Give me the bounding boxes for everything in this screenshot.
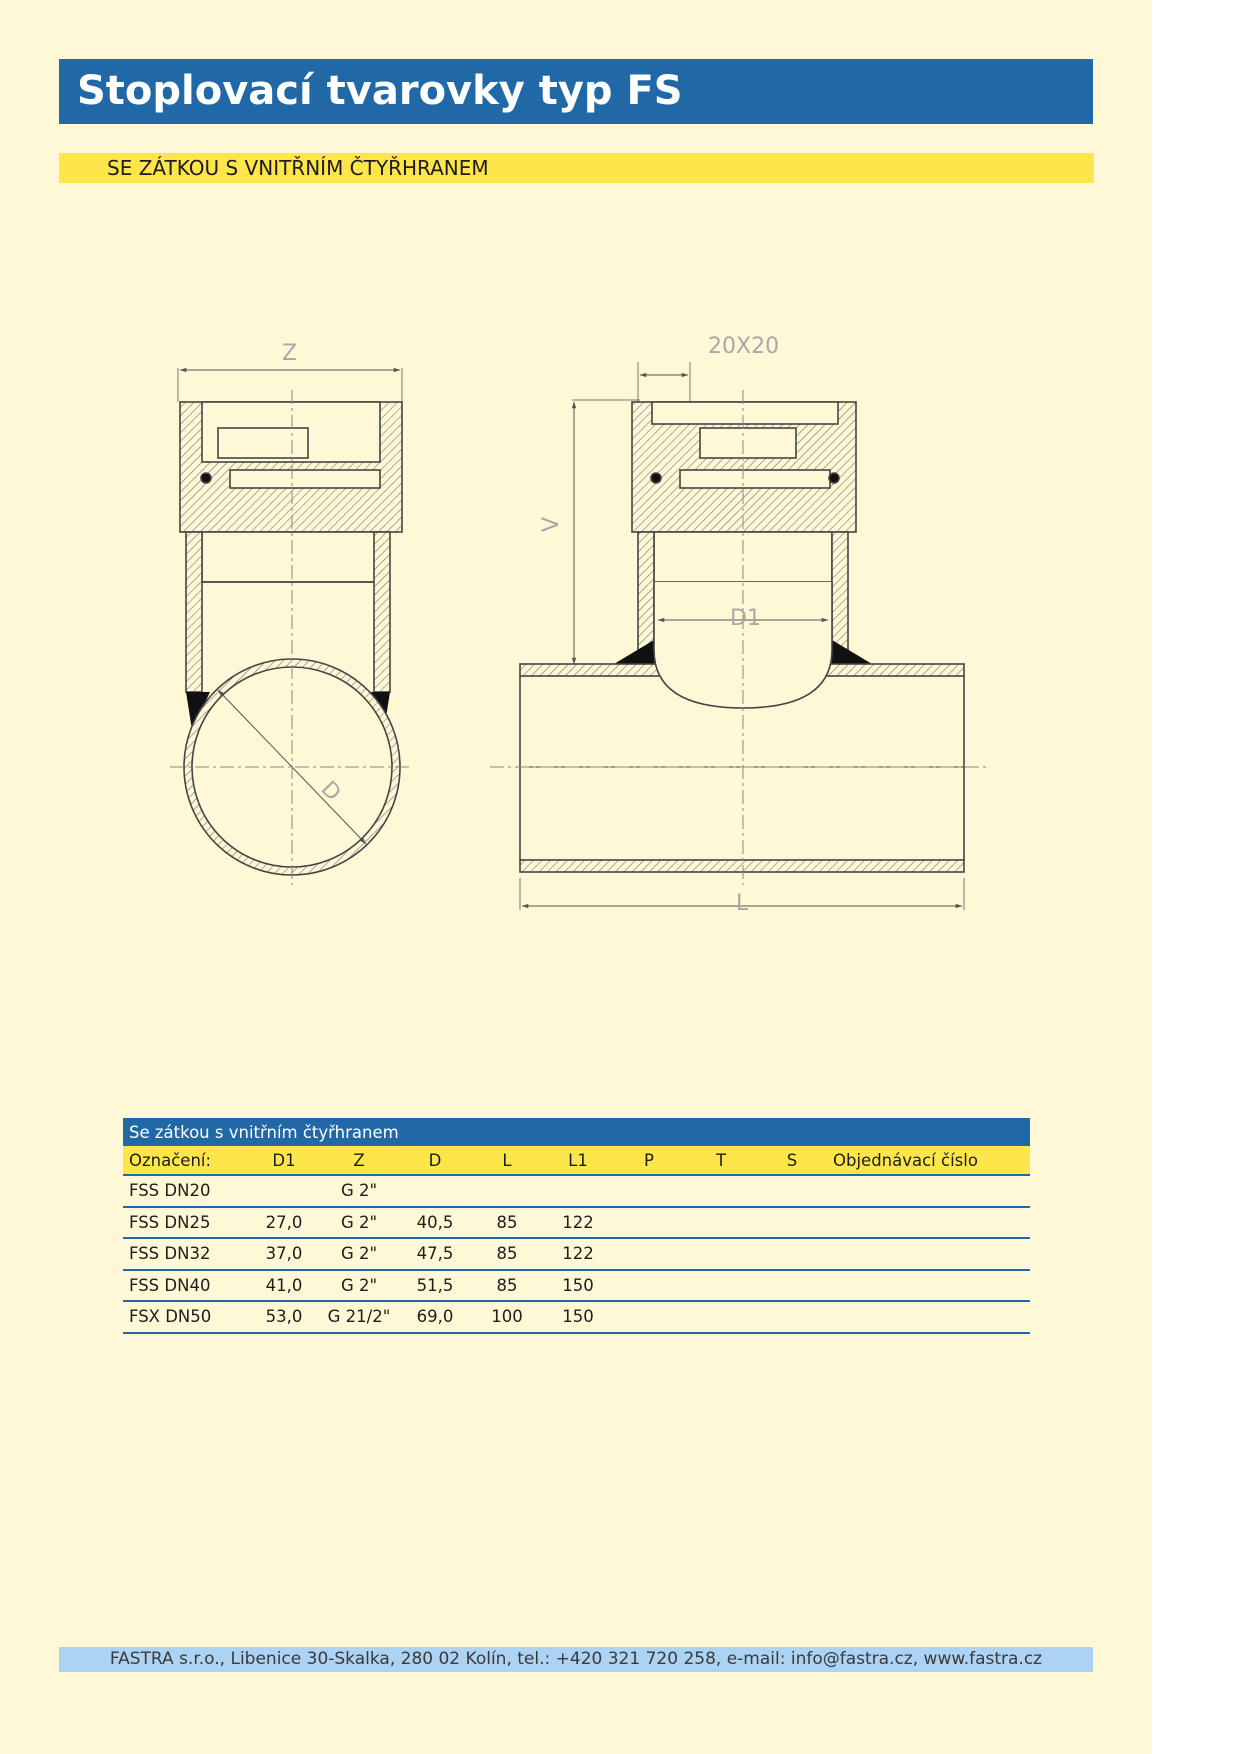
table-cell bbox=[399, 1175, 471, 1207]
subtitle-bar bbox=[59, 153, 1094, 183]
table-cell: 37,0 bbox=[249, 1238, 319, 1270]
table-cell: FSS DN20 bbox=[123, 1175, 249, 1207]
dimension-d1-label: D1 bbox=[730, 606, 761, 631]
table-cell bbox=[613, 1238, 685, 1270]
table-cell: FSX DN50 bbox=[123, 1301, 249, 1333]
column-header: Objednávací číslo bbox=[827, 1146, 1030, 1175]
page-title: Stoplovací tvarovky typ FS bbox=[77, 68, 683, 114]
front-view bbox=[490, 362, 990, 910]
table-cell bbox=[613, 1301, 685, 1333]
table-row bbox=[123, 1301, 1030, 1333]
column-header: L1 bbox=[543, 1146, 613, 1175]
table-cell: 150 bbox=[543, 1270, 613, 1302]
table-cell bbox=[685, 1175, 757, 1207]
table-cell: 85 bbox=[471, 1207, 543, 1239]
column-header: Označení: bbox=[123, 1146, 249, 1175]
table-caption: Se zátkou s vnitřním čtyřhranem bbox=[123, 1118, 1030, 1146]
table-cell: 122 bbox=[543, 1238, 613, 1270]
table-cell: 150 bbox=[543, 1301, 613, 1333]
table-cell bbox=[757, 1270, 827, 1302]
table-cell bbox=[827, 1238, 1030, 1270]
table-cell bbox=[249, 1175, 319, 1207]
table-cell bbox=[757, 1175, 827, 1207]
table-cell: 100 bbox=[471, 1301, 543, 1333]
column-header: Z bbox=[319, 1146, 399, 1175]
table-row bbox=[123, 1238, 1030, 1270]
table-cell bbox=[613, 1207, 685, 1239]
table-cell: 53,0 bbox=[249, 1301, 319, 1333]
table-cell bbox=[827, 1175, 1030, 1207]
table-cell: 27,0 bbox=[249, 1207, 319, 1239]
table-cell: G 21/2" bbox=[319, 1301, 399, 1333]
footer-contact: FASTRA s.r.o., Libenice 30-Skalka, 280 02 Kolín, tel.: +420 321 720 258, e-mail: info@fastra.cz, www.fastra.cz bbox=[109, 1649, 1043, 1669]
table-cell: 85 bbox=[471, 1238, 543, 1270]
title-bar bbox=[59, 59, 1093, 124]
table-cell bbox=[685, 1270, 757, 1302]
page-subtitle: SE ZÁTKOU S VNITŘNÍM ČTYŘHRANEM bbox=[107, 156, 489, 180]
table-cell: 51,5 bbox=[399, 1270, 471, 1302]
table-cell bbox=[543, 1175, 613, 1207]
column-header: D1 bbox=[249, 1146, 319, 1175]
table-cell: FSS DN32 bbox=[123, 1238, 249, 1270]
table-cell bbox=[685, 1301, 757, 1333]
table-cell: 40,5 bbox=[399, 1207, 471, 1239]
table-cell: 85 bbox=[471, 1270, 543, 1302]
dimension-square-label: 20X20 bbox=[708, 334, 780, 359]
table-cell: 41,0 bbox=[249, 1270, 319, 1302]
dimension-z-label: Z bbox=[282, 341, 298, 366]
table-cell bbox=[685, 1207, 757, 1239]
table-cell bbox=[685, 1238, 757, 1270]
table-cell: FSS DN25 bbox=[123, 1207, 249, 1239]
column-header: L bbox=[471, 1146, 543, 1175]
table-cell: 69,0 bbox=[399, 1301, 471, 1333]
column-header: P bbox=[613, 1146, 685, 1175]
table-cell bbox=[613, 1175, 685, 1207]
table-cell: FSS DN40 bbox=[123, 1270, 249, 1302]
specs-table bbox=[123, 1118, 1030, 1334]
table-cell: G 2" bbox=[319, 1270, 399, 1302]
table-row bbox=[123, 1175, 1030, 1207]
table-row bbox=[123, 1207, 1030, 1239]
dimension-v-label: V bbox=[539, 516, 564, 532]
table-cell bbox=[827, 1301, 1030, 1333]
column-header: S bbox=[757, 1146, 827, 1175]
table-cell bbox=[757, 1207, 827, 1239]
column-header: T bbox=[685, 1146, 757, 1175]
table-cell bbox=[613, 1270, 685, 1302]
dimension-d-label: D bbox=[315, 776, 346, 807]
table-cell: G 2" bbox=[319, 1207, 399, 1239]
table-cell: G 2" bbox=[319, 1175, 399, 1207]
table-cell: G 2" bbox=[319, 1238, 399, 1270]
table-row bbox=[123, 1270, 1030, 1302]
table-cell bbox=[757, 1301, 827, 1333]
table-cell bbox=[471, 1175, 543, 1207]
table-cell bbox=[827, 1270, 1030, 1302]
table-cell bbox=[757, 1238, 827, 1270]
dimension-l-label: L bbox=[736, 891, 749, 916]
table-cell: 47,5 bbox=[399, 1238, 471, 1270]
table-cell bbox=[827, 1207, 1030, 1239]
column-header: D bbox=[399, 1146, 471, 1175]
table-header-row bbox=[123, 1146, 1030, 1175]
table-cell: 122 bbox=[543, 1207, 613, 1239]
footer-bar bbox=[59, 1647, 1093, 1672]
side-view bbox=[170, 368, 410, 885]
technical-drawing bbox=[140, 320, 1000, 940]
